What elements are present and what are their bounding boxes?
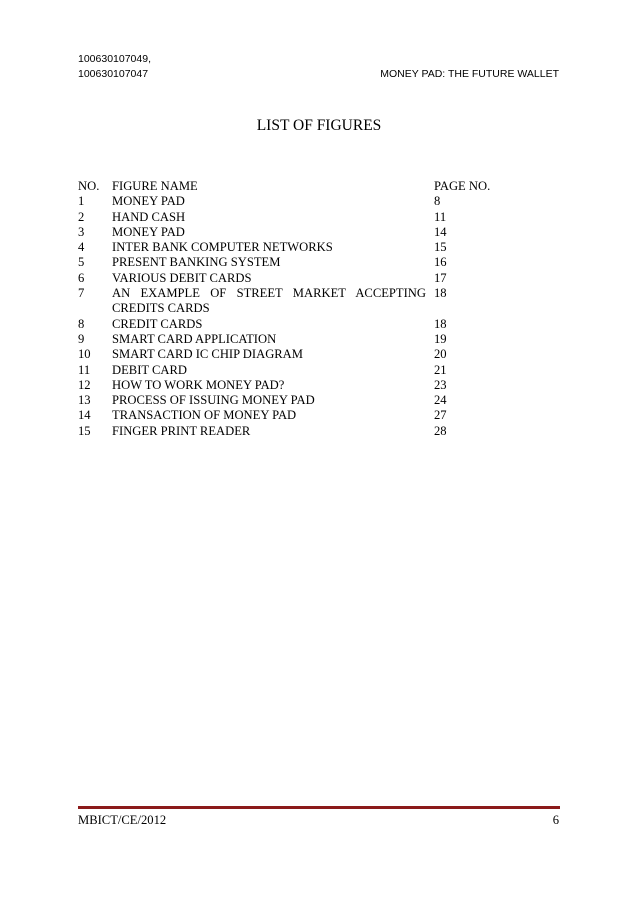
running-title: MONEY PAD: THE FUTURE WALLET bbox=[380, 68, 559, 80]
figure-number: 12 bbox=[78, 377, 91, 392]
figure-page: 21 bbox=[434, 362, 447, 377]
figure-number: 3 bbox=[78, 224, 85, 239]
column-header-page-no: PAGE NO. bbox=[434, 179, 491, 193]
figure-number: 14 bbox=[78, 408, 91, 423]
figure-name: MONEY PAD bbox=[112, 224, 185, 239]
figure-name: TRANSACTION OF MONEY PAD bbox=[112, 408, 297, 423]
figure-page: 18 bbox=[434, 316, 447, 331]
figure-name: CREDIT CARDS bbox=[112, 316, 203, 331]
figure-number: 8 bbox=[78, 316, 85, 331]
figure-page: 24 bbox=[434, 393, 447, 408]
header-id-1: 100630107049, bbox=[78, 53, 151, 65]
figure-name: VARIOUS DEBIT CARDS bbox=[112, 270, 252, 285]
table-row bbox=[78, 210, 520, 225]
figure-number: 13 bbox=[78, 393, 91, 408]
table-row bbox=[78, 347, 520, 362]
figure-name: AN EXAMPLE OF STREET MARKET ACCEPTING CREDITS CARDS bbox=[112, 286, 426, 316]
figure-number: 6 bbox=[78, 270, 85, 285]
table-row bbox=[78, 225, 520, 240]
table-row bbox=[78, 363, 520, 378]
table-row bbox=[78, 271, 520, 286]
figures-table-body bbox=[78, 194, 520, 439]
figure-name: MONEY PAD bbox=[112, 194, 185, 209]
figure-page: 18 bbox=[434, 286, 447, 301]
footer-label: MBICT/CE/2012 bbox=[78, 813, 167, 827]
figure-number: 9 bbox=[78, 331, 85, 346]
figure-name: INTER BANK COMPUTER NETWORKS bbox=[112, 240, 333, 255]
figure-page: 20 bbox=[434, 347, 447, 362]
column-header-no: NO. bbox=[78, 179, 100, 193]
page-number: 6 bbox=[552, 813, 559, 827]
column-header-figure-name: FIGURE NAME bbox=[112, 179, 198, 193]
figure-number: 11 bbox=[78, 362, 91, 377]
table-row bbox=[78, 240, 520, 255]
figure-name: SMART CARD IC CHIP DIAGRAM bbox=[112, 347, 303, 362]
table-row bbox=[78, 194, 520, 209]
figure-page: 23 bbox=[434, 377, 447, 392]
figure-page: 27 bbox=[434, 408, 447, 423]
figure-page: 28 bbox=[434, 423, 447, 438]
figure-page: 15 bbox=[434, 240, 447, 255]
figure-page: 11 bbox=[434, 209, 447, 224]
figure-name: HOW TO WORK MONEY PAD? bbox=[112, 377, 285, 392]
page-title: LIST OF FIGURES bbox=[256, 117, 382, 134]
table-row bbox=[78, 378, 520, 393]
table-row bbox=[78, 255, 520, 270]
figure-name: FINGER PRINT READER bbox=[112, 423, 251, 438]
figure-name: HAND CASH bbox=[112, 209, 186, 224]
figure-name: PROCESS OF ISSUING MONEY PAD bbox=[112, 393, 315, 408]
header-id-2: 100630107047 bbox=[78, 68, 149, 80]
figure-number: 5 bbox=[78, 255, 85, 270]
figure-name: SMART CARD APPLICATION bbox=[112, 331, 277, 346]
figure-page: 19 bbox=[434, 331, 447, 346]
figure-name: DEBIT CARD bbox=[112, 362, 187, 377]
footer-rule bbox=[78, 806, 560, 809]
figure-page: 14 bbox=[434, 224, 447, 239]
table-row bbox=[78, 424, 520, 439]
figure-number: 10 bbox=[78, 347, 91, 362]
table-row bbox=[78, 332, 520, 347]
header-ids bbox=[78, 52, 151, 82]
figure-name: PRESENT BANKING SYSTEM bbox=[112, 255, 281, 270]
table-row bbox=[78, 393, 520, 408]
figure-number: 4 bbox=[78, 240, 85, 255]
figure-number: 1 bbox=[78, 194, 85, 209]
figure-number: 15 bbox=[78, 423, 91, 438]
table-row bbox=[78, 286, 520, 317]
figure-page: 8 bbox=[434, 194, 441, 209]
table-row bbox=[78, 408, 520, 423]
table-row bbox=[78, 317, 520, 332]
figures-table bbox=[78, 179, 520, 439]
figure-number: 7 bbox=[78, 286, 85, 301]
figure-page: 16 bbox=[434, 255, 447, 270]
figure-page: 17 bbox=[434, 270, 447, 285]
table-header-row bbox=[78, 179, 520, 194]
figure-number: 2 bbox=[78, 209, 85, 224]
